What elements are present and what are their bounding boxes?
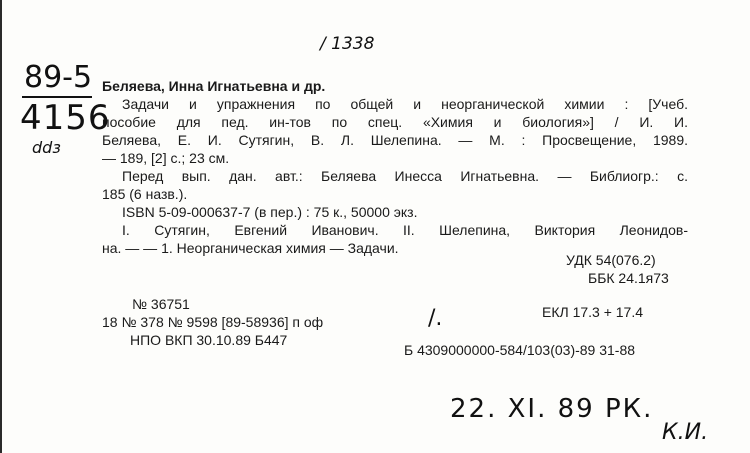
title-line-2: пособие для пед. ин-тов по спец. «Химия и биология»] / И. И.	[102, 114, 688, 130]
shelfmark-note: ddз	[32, 138, 61, 157]
title-line-1: Задачи и упражнения по общей и неорганической химии : [Учеб.	[122, 96, 688, 112]
print-organization: НПО ВКП 30.10.89 Б447	[130, 332, 288, 348]
slash-mark: /.	[428, 306, 443, 331]
bbk-index: ББК 24.1я73	[588, 270, 669, 286]
isbn-line: ISBN 5-09-000637-7 (в пер.) : 75 к., 50000 экз.	[122, 204, 418, 220]
order-number: № 36751	[132, 296, 190, 312]
record-heading: Беляева, Инна Игнатьевна и др.	[102, 78, 326, 94]
ekl-index: ЕКЛ 17.3 + 17.4	[542, 304, 644, 320]
udk-index: УДК 54(076.2)	[566, 252, 656, 268]
handwritten-initials: К.И.	[662, 420, 709, 445]
shelfmark-bottom: 4156	[20, 98, 111, 138]
tracing-line-2: на. — — 1. Неорганическая химия — Задачи.	[102, 240, 399, 256]
classification-code: Б 4309000000-584/103(03)-89 31-88	[404, 342, 636, 358]
shelfmark-top: 89-5	[24, 60, 93, 95]
title-line-3: Беляева, Е. И. Сутягин, В. Л. Шелепина. — М. : Просвещение, 1989.	[102, 132, 688, 148]
title-line-4: — 189, [2] с.; 23 см.	[102, 150, 230, 166]
note-line-2: 185 (6 назв.).	[102, 186, 188, 202]
handwritten-date: 22. XI. 89 РК.	[450, 394, 654, 424]
tracing-line-1: I. Сутягин, Евгений Иванович. II. Шелепина, Виктория Леонидов-	[122, 222, 688, 238]
handwritten-mark-top: / 1338	[320, 34, 375, 54]
note-line-1: Перед вып. дан. авт.: Беляева Инесса Игнатьевна. — Библиогр.: с.	[122, 168, 688, 184]
print-line: 18 № 378 № 9598 [89-58936] п оф	[102, 314, 324, 330]
